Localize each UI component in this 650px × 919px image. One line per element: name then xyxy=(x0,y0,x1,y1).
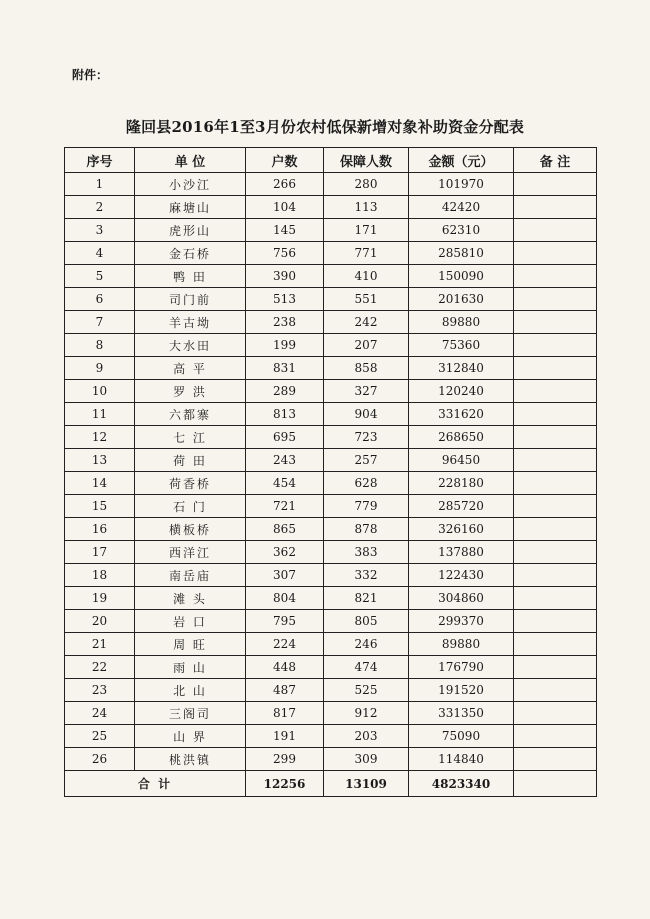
row-people: 771 xyxy=(324,242,409,265)
row-unit: 罗 洪 xyxy=(135,380,246,403)
row-remark xyxy=(514,449,597,472)
table-row xyxy=(65,426,597,449)
row-no: 13 xyxy=(65,449,135,472)
table-row xyxy=(65,219,597,242)
row-amount: 150090 xyxy=(409,265,514,288)
row-people: 821 xyxy=(324,587,409,610)
header-amount: 金额（元） xyxy=(409,148,514,173)
row-amount: 96450 xyxy=(409,449,514,472)
row-no: 24 xyxy=(65,702,135,725)
row-people: 805 xyxy=(324,610,409,633)
row-households: 224 xyxy=(246,633,324,656)
row-unit: 六都寨 xyxy=(135,403,246,426)
row-remark xyxy=(514,541,597,564)
row-amount: 285720 xyxy=(409,495,514,518)
row-no: 11 xyxy=(65,403,135,426)
row-no: 1 xyxy=(65,173,135,196)
row-households: 191 xyxy=(246,725,324,748)
row-no: 3 xyxy=(65,219,135,242)
row-no: 25 xyxy=(65,725,135,748)
row-people: 257 xyxy=(324,449,409,472)
row-no: 23 xyxy=(65,679,135,702)
row-no: 16 xyxy=(65,518,135,541)
row-remark xyxy=(514,725,597,748)
row-remark xyxy=(514,610,597,633)
row-households: 448 xyxy=(246,656,324,679)
row-remark xyxy=(514,173,597,196)
row-no: 14 xyxy=(65,472,135,495)
table-row xyxy=(65,725,597,748)
row-no: 2 xyxy=(65,196,135,219)
row-unit: 桃洪镇 xyxy=(135,748,246,771)
row-amount: 120240 xyxy=(409,380,514,403)
row-remark xyxy=(514,633,597,656)
row-remark xyxy=(514,219,597,242)
total-people: 13109 xyxy=(324,771,409,797)
row-people: 904 xyxy=(324,403,409,426)
row-remark xyxy=(514,426,597,449)
row-remark xyxy=(514,311,597,334)
row-amount: 304860 xyxy=(409,587,514,610)
row-amount: 122430 xyxy=(409,564,514,587)
row-people: 525 xyxy=(324,679,409,702)
row-unit: 高 平 xyxy=(135,357,246,380)
row-amount: 331350 xyxy=(409,702,514,725)
row-no: 9 xyxy=(65,357,135,380)
row-unit: 横板桥 xyxy=(135,518,246,541)
row-households: 487 xyxy=(246,679,324,702)
row-people: 207 xyxy=(324,334,409,357)
row-remark xyxy=(514,564,597,587)
header-no: 序号 xyxy=(65,148,135,173)
row-households: 831 xyxy=(246,357,324,380)
row-remark xyxy=(514,242,597,265)
row-people: 474 xyxy=(324,656,409,679)
table-row xyxy=(65,472,597,495)
row-households: 307 xyxy=(246,564,324,587)
row-amount: 299370 xyxy=(409,610,514,633)
row-people: 858 xyxy=(324,357,409,380)
row-no: 22 xyxy=(65,656,135,679)
row-people: 878 xyxy=(324,518,409,541)
row-people: 246 xyxy=(324,633,409,656)
table-header-row xyxy=(65,148,597,173)
row-amount: 326160 xyxy=(409,518,514,541)
row-remark xyxy=(514,403,597,426)
table-row xyxy=(65,541,597,564)
row-unit: 司门前 xyxy=(135,288,246,311)
table-row xyxy=(65,242,597,265)
table-row xyxy=(65,334,597,357)
row-unit: 滩 头 xyxy=(135,587,246,610)
row-unit: 大水田 xyxy=(135,334,246,357)
header-people: 保障人数 xyxy=(324,148,409,173)
row-unit: 南岳庙 xyxy=(135,564,246,587)
table-row xyxy=(65,587,597,610)
table-row xyxy=(65,196,597,219)
row-amount: 89880 xyxy=(409,311,514,334)
row-unit: 麻塘山 xyxy=(135,196,246,219)
table-row xyxy=(65,173,597,196)
row-no: 8 xyxy=(65,334,135,357)
row-amount: 285810 xyxy=(409,242,514,265)
row-no: 6 xyxy=(65,288,135,311)
row-no: 7 xyxy=(65,311,135,334)
row-people: 383 xyxy=(324,541,409,564)
row-amount: 191520 xyxy=(409,679,514,702)
total-amount: 4823340 xyxy=(409,771,514,797)
table-row xyxy=(65,702,597,725)
row-people: 309 xyxy=(324,748,409,771)
attachment-label: 附件： xyxy=(72,68,109,82)
table-row xyxy=(65,449,597,472)
row-unit: 北 山 xyxy=(135,679,246,702)
row-remark xyxy=(514,196,597,219)
row-households: 104 xyxy=(246,196,324,219)
table-row xyxy=(65,380,597,403)
header-remark: 备 注 xyxy=(514,148,597,173)
row-households: 756 xyxy=(246,242,324,265)
row-people: 912 xyxy=(324,702,409,725)
row-remark xyxy=(514,288,597,311)
row-remark xyxy=(514,334,597,357)
row-households: 199 xyxy=(246,334,324,357)
table-row xyxy=(65,357,597,380)
allocation-table xyxy=(64,147,597,797)
row-amount: 89880 xyxy=(409,633,514,656)
table-row xyxy=(65,288,597,311)
row-unit: 岩 口 xyxy=(135,610,246,633)
row-households: 865 xyxy=(246,518,324,541)
row-people: 113 xyxy=(324,196,409,219)
row-amount: 101970 xyxy=(409,173,514,196)
row-amount: 114840 xyxy=(409,748,514,771)
table-row xyxy=(65,610,597,633)
row-households: 454 xyxy=(246,472,324,495)
row-remark xyxy=(514,656,597,679)
row-remark xyxy=(514,518,597,541)
row-remark xyxy=(514,265,597,288)
row-amount: 176790 xyxy=(409,656,514,679)
row-no: 18 xyxy=(65,564,135,587)
row-households: 813 xyxy=(246,403,324,426)
row-unit: 周 旺 xyxy=(135,633,246,656)
row-unit: 雨 山 xyxy=(135,656,246,679)
row-households: 795 xyxy=(246,610,324,633)
table-body xyxy=(65,173,597,771)
table-row xyxy=(65,265,597,288)
row-no: 26 xyxy=(65,748,135,771)
header-households: 户数 xyxy=(246,148,324,173)
table-row xyxy=(65,748,597,771)
table-row xyxy=(65,633,597,656)
row-amount: 312840 xyxy=(409,357,514,380)
row-unit: 鸭 田 xyxy=(135,265,246,288)
row-households: 513 xyxy=(246,288,324,311)
row-unit: 小沙江 xyxy=(135,173,246,196)
row-households: 804 xyxy=(246,587,324,610)
row-no: 15 xyxy=(65,495,135,518)
row-households: 289 xyxy=(246,380,324,403)
row-amount: 268650 xyxy=(409,426,514,449)
row-no: 21 xyxy=(65,633,135,656)
row-people: 628 xyxy=(324,472,409,495)
row-unit: 荷 田 xyxy=(135,449,246,472)
row-amount: 201630 xyxy=(409,288,514,311)
row-amount: 42420 xyxy=(409,196,514,219)
row-amount: 75360 xyxy=(409,334,514,357)
table-row xyxy=(65,518,597,541)
row-remark xyxy=(514,495,597,518)
row-people: 723 xyxy=(324,426,409,449)
row-remark xyxy=(514,679,597,702)
row-unit: 石 门 xyxy=(135,495,246,518)
row-people: 171 xyxy=(324,219,409,242)
table-row xyxy=(65,564,597,587)
row-households: 817 xyxy=(246,702,324,725)
total-remark xyxy=(514,771,597,797)
row-households: 721 xyxy=(246,495,324,518)
table-row xyxy=(65,403,597,426)
row-amount: 137880 xyxy=(409,541,514,564)
row-people: 332 xyxy=(324,564,409,587)
row-remark xyxy=(514,702,597,725)
row-households: 299 xyxy=(246,748,324,771)
row-remark xyxy=(514,587,597,610)
row-no: 20 xyxy=(65,610,135,633)
row-remark xyxy=(514,380,597,403)
row-people: 551 xyxy=(324,288,409,311)
header-unit: 单 位 xyxy=(135,148,246,173)
row-remark xyxy=(514,357,597,380)
row-unit: 荷香桥 xyxy=(135,472,246,495)
row-households: 362 xyxy=(246,541,324,564)
row-unit: 山 界 xyxy=(135,725,246,748)
row-no: 19 xyxy=(65,587,135,610)
row-people: 280 xyxy=(324,173,409,196)
row-households: 695 xyxy=(246,426,324,449)
document-title: 隆回县2016年1至3月份农村低保新增对象补助资金分配表 xyxy=(125,118,525,136)
table-row xyxy=(65,656,597,679)
row-unit: 西洋江 xyxy=(135,541,246,564)
table-row xyxy=(65,311,597,334)
row-amount: 75090 xyxy=(409,725,514,748)
row-no: 12 xyxy=(65,426,135,449)
row-households: 145 xyxy=(246,219,324,242)
row-people: 327 xyxy=(324,380,409,403)
row-unit: 三阁司 xyxy=(135,702,246,725)
row-remark xyxy=(514,748,597,771)
row-people: 410 xyxy=(324,265,409,288)
row-unit: 七 江 xyxy=(135,426,246,449)
row-no: 10 xyxy=(65,380,135,403)
table-row xyxy=(65,679,597,702)
row-people: 779 xyxy=(324,495,409,518)
total-label: 合 计 xyxy=(65,771,246,797)
total-row xyxy=(65,771,597,797)
row-no: 17 xyxy=(65,541,135,564)
row-remark xyxy=(514,472,597,495)
row-households: 243 xyxy=(246,449,324,472)
row-unit: 金石桥 xyxy=(135,242,246,265)
row-people: 242 xyxy=(324,311,409,334)
row-amount: 331620 xyxy=(409,403,514,426)
row-people: 203 xyxy=(324,725,409,748)
row-households: 238 xyxy=(246,311,324,334)
row-households: 266 xyxy=(246,173,324,196)
row-households: 390 xyxy=(246,265,324,288)
row-no: 5 xyxy=(65,265,135,288)
total-households: 12256 xyxy=(246,771,324,797)
row-unit: 虎形山 xyxy=(135,219,246,242)
row-amount: 62310 xyxy=(409,219,514,242)
row-amount: 228180 xyxy=(409,472,514,495)
table-row xyxy=(65,495,597,518)
row-no: 4 xyxy=(65,242,135,265)
row-unit: 羊古坳 xyxy=(135,311,246,334)
